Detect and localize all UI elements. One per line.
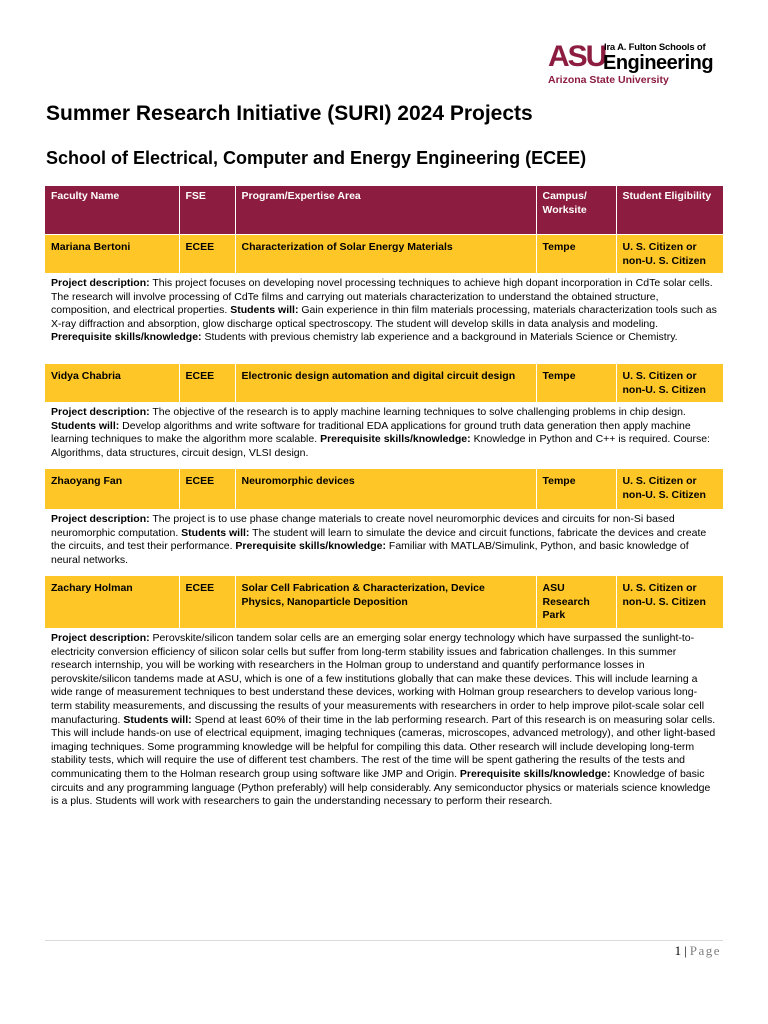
projects-table — [45, 186, 723, 821]
eligibility: U. S. Citizen or non-U. S. Citizen — [616, 235, 723, 274]
page-number: 1 — [674, 943, 682, 958]
page-subtitle: School of Electrical, Computer and Energy Engineering (ECEE) — [46, 148, 587, 168]
header-program-area: Program/Expertise Area — [235, 186, 536, 235]
project-description-row — [45, 628, 723, 821]
students-will-label: Students will: — [181, 526, 250, 539]
program-area: Characterization of Solar Energy Materials — [235, 235, 536, 274]
students-will-label: Students will: — [123, 713, 192, 726]
project-description — [45, 509, 723, 576]
project-description — [45, 273, 723, 364]
fse-code: ECEE — [179, 235, 235, 274]
description-label: Project description: — [51, 277, 150, 289]
description-label: Project description: — [51, 513, 150, 525]
program-area: Electronic design automation and digital circuit design — [235, 364, 536, 403]
faculty-name: Zhaoyang Fan — [45, 469, 179, 510]
project-description-row — [45, 509, 723, 576]
header-fse: FSE — [179, 186, 235, 235]
footer-divider — [45, 940, 723, 941]
program-area: Solar Cell Fabrication & Characterization, Device Physics, Nanoparticle Deposition — [235, 576, 536, 629]
students-will-label: Students will: — [51, 419, 120, 432]
logo-engineering: Engineering — [603, 52, 714, 74]
page-word: Page — [689, 943, 721, 958]
project-description-row — [45, 402, 723, 469]
campus: Tempe — [536, 469, 616, 510]
students-will-text: The student will learn to simulate the device and circuit functions, fabricate the devices and create the circuits, and test their performance. — [51, 526, 707, 553]
fse-code: ECEE — [179, 576, 235, 629]
students-will-text: Spend at least 60% of their time in the lab performing research. Part of this research is on measuring solar cells. This will include hands-on use of electrical equipment, imaging techniques (cameras, microscopes, advanced metrology), and other light-based imaging techniques. Some programming knowledge will be helpful for compiling this data. Other research will include developing long-term stability tests, which will require the use of different test chambers. The rest of the time will be spent gathering the results of the tests and communicating them to the Holman research group using software like JMP and Origin. — [51, 713, 716, 780]
prereq-text: Knowledge in Python and C++ is required. Course: Algorithms, data structures, circuit design, VLSI design. — [51, 433, 710, 459]
page-title: Summer Research Initiative (SURI) 2024 Projects — [46, 102, 533, 125]
header-eligibility: Student Eligibility — [616, 186, 723, 235]
project-description — [45, 402, 723, 469]
faculty-name: Zachary Holman — [45, 576, 179, 629]
campus: ASU Research Park — [536, 576, 616, 629]
description-text: Perovskite/silicon tandem solar cells are an emerging solar energy technology which have surpassed the sunlight-to-electricity conversion efficiency of silicon solar cells but suffer from long-term stability issues and fabrication challenges. In this summer research internship, you will be working with researchers in the Holman group to understand and quantify performance losses in perovskite/silicon tandems made at ASU, which is one of a few institutions globally that can make these devices. This will include learning a wide range of measurement techniques to best understand these devices, working with Holman group researchers to develop various long-term stability measurements, and discussing the results of your measurements with researchers in order to help improve pilot-scale solar cell manufacturing. — [51, 632, 705, 726]
prereq-label: Prerequisite skills/knowledge: — [459, 767, 611, 780]
page-footer — [600, 943, 721, 959]
prereq-text: Familiar with MATLAB/Simulink, Python, and basic knowledge of neural networks. — [51, 540, 689, 566]
description-label: Project description: — [51, 406, 150, 418]
prereq-label: Prerequisite skills/knowledge: — [320, 433, 471, 446]
project-description-row — [45, 273, 723, 364]
campus: Tempe — [536, 235, 616, 274]
prereq-label: Prerequisite skills/knowledge: — [235, 540, 386, 553]
prereq-text: Knowledge of basic circuits and any programming language (Python preferably) will help considerably. Any semiconductor physics or materials science knowledge is a plus. Students will work with researchers to gain the understanding necessary to perform their research. — [51, 767, 711, 808]
logo-university: Arizona State University — [548, 74, 669, 86]
prereq-text: Students with previous chemistry lab experience and a background in Materials Science or Chemistry. — [204, 331, 678, 344]
fse-code: ECEE — [179, 469, 235, 510]
description-text: This project focuses on developing novel processing techniques to achieve high dopant incorporation in CdTe solar cells. The research will involve processing of CdTe films and carrying out materials characterization to understand the obtained structure, composition, and electrical properties. — [51, 277, 713, 317]
students-will-text: Develop algorithms and write software for traditional EDA applications for ground truth data generation then apply machine learning techniques to make the algorithm more scalable. — [51, 419, 691, 446]
faculty-name: Vidya Chabria — [45, 364, 179, 403]
project-info-row — [45, 235, 723, 274]
header-faculty-name: Faculty Name — [45, 186, 179, 235]
asu-logo-mark: ASU — [548, 40, 606, 73]
header-campus: Campus/ Worksite — [536, 186, 616, 235]
fse-code: ECEE — [179, 364, 235, 403]
footer-separator: | — [684, 943, 687, 958]
students-will-label: Students will: — [230, 304, 299, 317]
program-area: Neuromorphic devices — [235, 469, 536, 510]
logo-school-line: Ira A. Fulton Schools of — [604, 42, 706, 53]
asu-engineering-logo — [548, 40, 728, 90]
description-text: The project is to use phase change materials to create novel neuromorphic devices and circuits for non-Si based neuromorphic computation. — [51, 513, 675, 539]
students-will-text: Gain experience in thin film materials processing, materials characterization tools such as X-ray diffraction and absorption, glow discharge optical spectroscopy. The student will develop skills in data analysis and modeling. — [51, 304, 717, 330]
table-header-row — [45, 186, 723, 235]
eligibility: U. S. Citizen or non-U. S. Citizen — [616, 364, 723, 403]
project-description — [45, 628, 723, 821]
project-info-row — [45, 469, 723, 510]
faculty-name: Mariana Bertoni — [45, 235, 179, 274]
project-info-row — [45, 364, 723, 403]
eligibility: U. S. Citizen or non-U. S. Citizen — [616, 576, 723, 629]
description-text: The objective of the research is to apply machine learning techniques to solve challenging problems in chip design. — [152, 406, 686, 418]
eligibility: U. S. Citizen or non-U. S. Citizen — [616, 469, 723, 510]
prereq-label: Prerequisite skills/knowledge: — [51, 331, 202, 344]
description-label: Project description: — [51, 632, 150, 644]
project-info-row — [45, 576, 723, 629]
campus: Tempe — [536, 364, 616, 403]
